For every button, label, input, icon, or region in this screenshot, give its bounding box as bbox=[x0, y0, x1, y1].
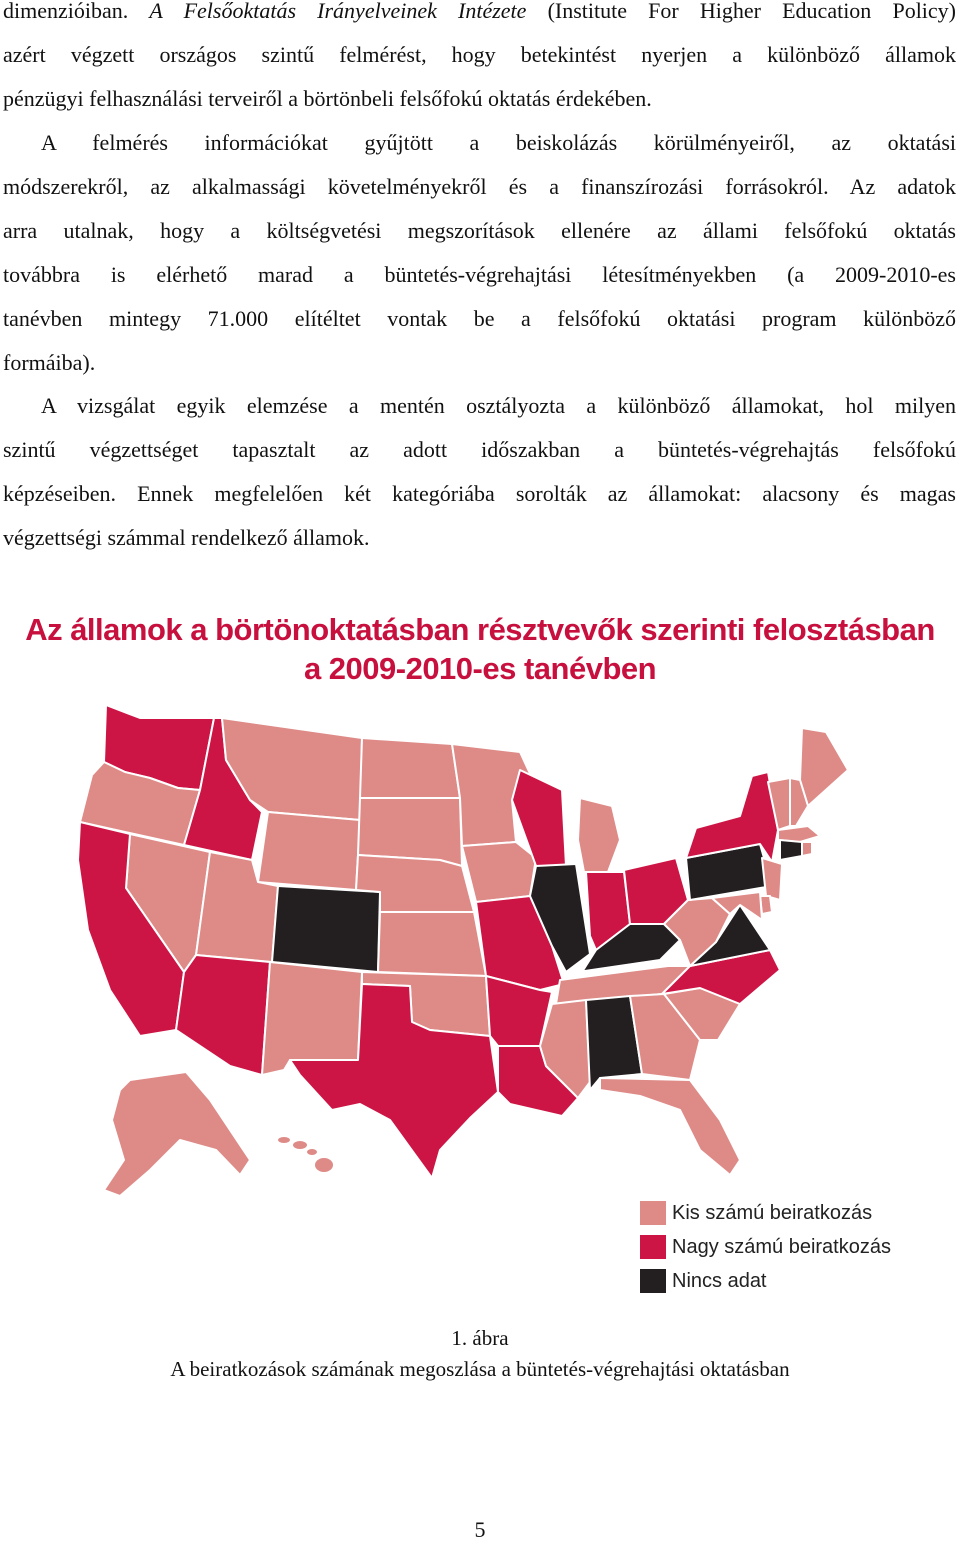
paragraph-1-line-1: dimenzióiban. A Felsőoktatás Irányelveinek Intézete (Institute For Higher Education Policy) bbox=[3, 0, 956, 23]
paragraph-3 bbox=[3, 384, 956, 560]
paragraph-2-line-1: A felmérés információkat gyűjtött a beiskolázás körülményeiről, az oktatási bbox=[41, 130, 956, 155]
paragraph-3-line-1: A vizsgálat egyik elemzése a mentén osztályozta a különböző államokat, hol milyen bbox=[41, 393, 956, 418]
state-alaska bbox=[104, 1072, 250, 1195]
state-colorado bbox=[272, 886, 380, 972]
state-north-dakota bbox=[360, 738, 460, 798]
legend-item-high bbox=[640, 1230, 891, 1264]
figure-caption-number: 1. ábra bbox=[451, 1326, 509, 1350]
us-map-svg bbox=[70, 695, 870, 1195]
paragraph-1 bbox=[3, 0, 956, 121]
state-rhode-island bbox=[802, 842, 812, 856]
paragraph-2 bbox=[3, 121, 956, 385]
paragraph-2-line-2: módszerekről, az alkalmassági követelményekről és a finanszírozási forrásokról. Az adatok bbox=[3, 174, 956, 199]
legend-label-high: Nagy számú beiratkozás bbox=[672, 1235, 891, 1258]
legend-label-low: Kis számú beiratkozás bbox=[672, 1201, 873, 1224]
paragraph-2-line-4: továbbra is elérhető marad a büntetés-végrehajtási létesítményekben (a 2009-2010-es bbox=[3, 262, 956, 287]
paragraph-3-line-2: szintű végzettséget tapasztalt az adott időszakban a büntetés-végrehajtás felsőfokú bbox=[3, 437, 956, 462]
legend-swatch-high bbox=[640, 1235, 666, 1259]
state-kansas bbox=[378, 912, 486, 976]
state-michigan bbox=[578, 798, 620, 872]
figure-caption-text: A beiratkozások számának megoszlása a büntetés-végrehajtási oktatásban bbox=[170, 1357, 790, 1381]
paragraph-2-line-5: tanévben mintegy 71.000 elítéltet vontak be a felsőfokú oktatási program különböző bbox=[3, 306, 956, 331]
state-new-mexico bbox=[262, 962, 362, 1075]
paragraph-1-line-2: azért végzett országos szintű felmérést, hogy betekintést nyerjen a különböző államok bbox=[3, 42, 956, 67]
institute-name: A Felsőoktatás Irányelveinek Intézete bbox=[149, 0, 527, 23]
state-new-jersey bbox=[762, 858, 782, 900]
legend-swatch-none bbox=[640, 1269, 666, 1293]
state-iowa bbox=[462, 842, 536, 902]
legend-label-none: Nincs adat bbox=[672, 1269, 767, 1292]
us-states-map bbox=[70, 695, 870, 1195]
legend-item-low bbox=[640, 1196, 891, 1230]
state-connecticut bbox=[780, 840, 802, 860]
state-wyoming bbox=[258, 812, 360, 890]
map-legend bbox=[640, 1196, 891, 1298]
state-arizona bbox=[176, 955, 270, 1075]
paragraph-3-line-3: képzéseiben. Ennek megfelelően két kategóriába sorolták az államokat: alacsony és magas bbox=[3, 481, 956, 506]
state-new-york bbox=[686, 772, 778, 862]
paragraph-1-line-3: pénzügyi felhasználási terveiről a börtönbeli felsőfokú oktatás érdekében. bbox=[3, 86, 652, 111]
figure-title-line-1: Az államok a börtönoktatásban résztvevők szerinti felosztásban bbox=[25, 612, 935, 647]
paragraph-2-line-6: formáiba). bbox=[3, 350, 96, 375]
legend-swatch-low bbox=[640, 1201, 666, 1225]
figure-title-line-2: a 2009-2010-es tanévben bbox=[303, 651, 657, 686]
state-maine bbox=[800, 728, 848, 806]
state-hawaii bbox=[277, 1136, 334, 1173]
page-number: 5 bbox=[474, 1517, 486, 1542]
state-florida bbox=[600, 1078, 740, 1175]
paragraph-2-line-3: arra utalnak, hogy a költségvetési megszorítások ellenére az állami felsőfokú oktatás bbox=[3, 218, 956, 243]
paragraph-3-line-4: végzettségi számmal rendelkező államok. bbox=[3, 525, 370, 550]
legend-item-none bbox=[640, 1264, 891, 1298]
